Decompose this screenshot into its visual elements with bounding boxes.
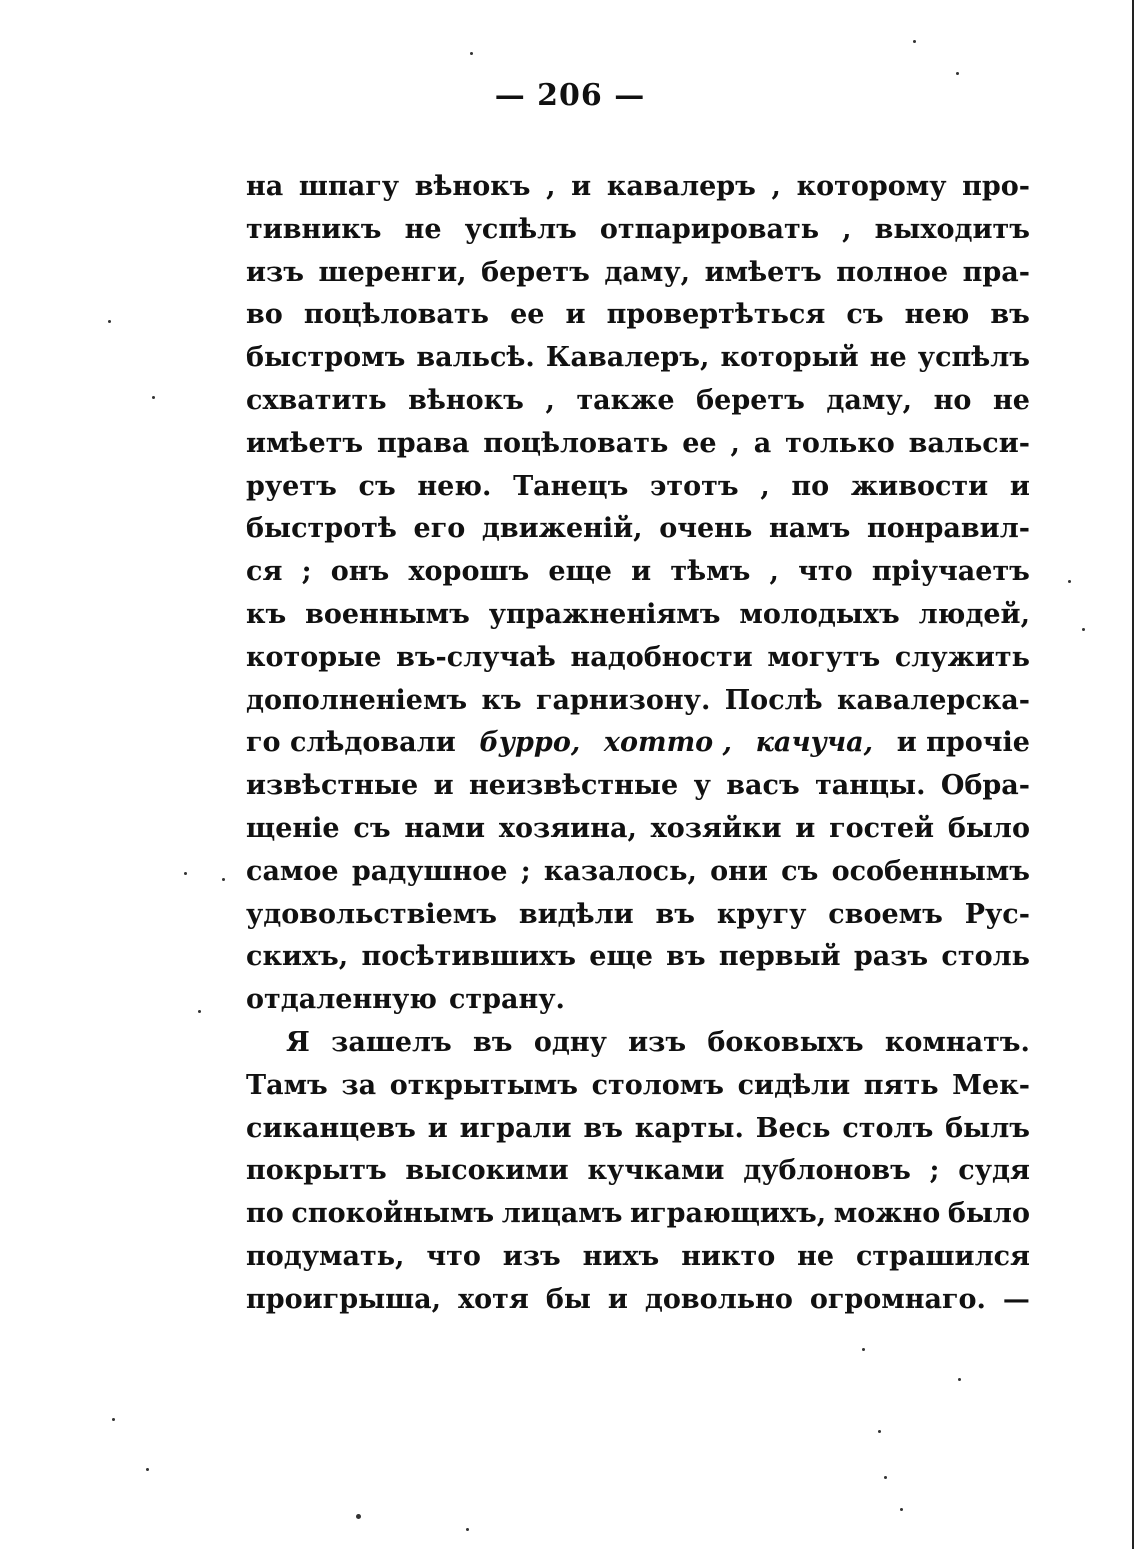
word: изъ — [628, 1026, 687, 1058]
word: вальси- — [908, 427, 1030, 459]
text-line-paragraph-start — [246, 1022, 1030, 1065]
dance-name-burro: бурро, — [479, 727, 581, 759]
word: нею. — [417, 470, 492, 502]
dance-name-hotto: хотто , — [603, 727, 732, 759]
word: тѣмъ — [670, 556, 751, 588]
word: живости — [850, 470, 989, 502]
page-edge-line — [1132, 0, 1134, 1549]
word: играли — [459, 1112, 572, 1144]
text-line — [246, 808, 1030, 851]
word: кругу — [716, 898, 807, 930]
word: что — [426, 1240, 481, 1272]
scan-speck — [466, 1528, 469, 1531]
word: сидѣли — [737, 1069, 851, 1101]
text-line — [246, 1065, 1030, 1108]
scan-speck — [958, 1378, 961, 1381]
word: съ — [846, 299, 884, 331]
word: въ — [666, 941, 706, 973]
word: быстромъ — [246, 342, 406, 374]
word: , — [730, 427, 740, 459]
word: но — [933, 384, 972, 416]
word: танцы. — [815, 770, 926, 802]
word: было — [947, 1198, 1030, 1230]
word: , — [760, 470, 770, 502]
word: бы — [545, 1283, 591, 1315]
word: хозяина, — [498, 812, 637, 844]
text-line — [246, 1108, 1030, 1151]
word: гарнизону. — [535, 684, 711, 716]
word: не — [404, 213, 442, 245]
scan-speck — [900, 1508, 903, 1511]
word: столъ — [842, 1112, 934, 1144]
word: не — [869, 342, 907, 374]
scan-speck — [862, 1348, 865, 1351]
scan-speck — [146, 1468, 149, 1471]
word: беретъ — [481, 256, 590, 288]
word: онъ — [330, 556, 390, 588]
word: съ — [781, 855, 819, 887]
scan-speck — [198, 1010, 201, 1013]
scan-speck — [956, 72, 959, 75]
word: удовольствіемъ — [246, 898, 497, 930]
text-line — [246, 337, 1030, 380]
word: въ-случаѣ — [396, 641, 556, 673]
word: нихъ — [582, 1240, 660, 1272]
word: нею — [904, 299, 970, 331]
word: Я — [286, 1026, 310, 1058]
word: и — [571, 171, 592, 202]
word: полное — [836, 256, 949, 288]
word: , — [546, 171, 556, 202]
word: былъ — [945, 1112, 1030, 1144]
word: дополненіемъ — [246, 684, 468, 716]
word: шпагу — [298, 171, 400, 202]
word: извѣстные — [246, 770, 419, 802]
word: очень — [659, 513, 753, 545]
word: понравил- — [867, 513, 1030, 545]
word: карты. — [634, 1112, 744, 1144]
word: ее — [510, 299, 545, 331]
word: своемъ — [828, 898, 943, 930]
word: по — [791, 470, 830, 502]
text-line-paragraph-end — [246, 979, 1030, 1022]
word: къ — [481, 684, 522, 716]
word: тивникъ — [246, 213, 382, 245]
word: пять — [863, 1069, 939, 1101]
word: спокойнымъ — [291, 1198, 495, 1230]
word: изъ — [502, 1240, 561, 1272]
scan-speck — [222, 878, 225, 881]
word: было — [947, 812, 1030, 844]
word: играющихъ, — [630, 1198, 827, 1230]
scan-speck — [152, 396, 155, 399]
word: Обра- — [940, 770, 1030, 802]
word: которому — [796, 171, 947, 202]
word: права — [376, 427, 470, 459]
word: и — [607, 1283, 628, 1315]
text-line-with-italics — [246, 722, 1030, 765]
word: успѣлъ — [464, 213, 577, 245]
word: страну. — [448, 984, 565, 1016]
word: въ — [655, 898, 696, 930]
word: у — [693, 770, 711, 802]
word: а — [753, 427, 772, 459]
word: скихъ, — [246, 941, 349, 973]
word: въ — [473, 1026, 513, 1058]
word: страшился — [855, 1240, 1030, 1272]
word: самое — [246, 855, 339, 887]
word: въ — [990, 299, 1030, 331]
word: , — [771, 171, 781, 202]
word: поцѣловать — [483, 427, 669, 459]
text-line — [246, 508, 1030, 551]
word: хотя — [458, 1283, 529, 1315]
word: на — [246, 171, 284, 202]
word: , — [769, 556, 779, 588]
word: зашелъ — [331, 1026, 452, 1058]
word: въ — [583, 1112, 623, 1144]
scan-speck — [470, 52, 473, 55]
scan-speck — [184, 872, 187, 875]
word: хозяйки — [650, 812, 782, 844]
word: беретъ — [696, 384, 805, 416]
word: за — [341, 1069, 377, 1101]
word: высокими — [405, 1155, 569, 1187]
word: схватить — [246, 384, 387, 416]
word: и — [631, 556, 652, 588]
body-text — [246, 166, 1030, 1322]
word: отпарировать — [599, 213, 820, 245]
word: кавалеръ — [606, 171, 756, 202]
scan-speck — [878, 1430, 881, 1433]
word: изъ — [246, 256, 304, 288]
dance-name-kachucha: качуча, — [755, 727, 874, 759]
word: и — [433, 770, 454, 802]
word: вальсѣ. — [416, 342, 535, 374]
word: Кавалеръ, — [545, 342, 710, 374]
word: намъ — [768, 513, 851, 545]
word: особеннымъ — [831, 855, 1030, 887]
word: — — [1002, 1283, 1030, 1315]
word: людей, — [918, 598, 1030, 630]
word: казалось, — [543, 855, 697, 887]
word: также — [576, 384, 675, 416]
text-line — [246, 466, 1030, 509]
word: васъ — [726, 770, 800, 802]
word: Тамъ — [246, 1069, 328, 1101]
word: движеній, — [481, 513, 643, 545]
word: , — [545, 384, 555, 416]
word: ; — [520, 855, 531, 887]
word: молодыхъ — [739, 598, 900, 630]
word: про- — [962, 171, 1030, 202]
word: ся — [246, 556, 283, 588]
word: сиканцевъ — [246, 1112, 416, 1144]
word: Весь — [755, 1112, 831, 1144]
word: огромнаго. — [809, 1283, 986, 1315]
text-line — [246, 894, 1030, 937]
word: посѣтившихъ — [361, 941, 577, 973]
word: можно — [833, 1198, 941, 1230]
word: не — [992, 384, 1030, 416]
word: успѣлъ — [917, 342, 1030, 374]
word: даму, — [826, 384, 913, 416]
text-line — [246, 936, 1030, 979]
word: отдаленную — [246, 984, 437, 1016]
word: съ — [358, 470, 396, 502]
text-line — [246, 1150, 1030, 1193]
word: упражненіямъ — [488, 598, 721, 630]
word: и — [427, 1112, 448, 1144]
text-line — [246, 1193, 1030, 1236]
scan-speck — [356, 1514, 361, 1519]
word: хорошъ — [408, 556, 530, 588]
word: щеніе — [246, 812, 340, 844]
word: радушное — [351, 855, 508, 887]
word: Танецъ — [513, 470, 629, 502]
text-line — [246, 252, 1030, 295]
word: лицамъ — [501, 1198, 623, 1230]
word: столь — [941, 941, 1030, 973]
word: боковыхъ — [707, 1026, 864, 1058]
text-line — [246, 209, 1030, 252]
text-line — [246, 551, 1030, 594]
word: которые — [246, 641, 382, 673]
word: что — [798, 556, 853, 588]
word: имѣетъ — [704, 256, 822, 288]
scan-speck — [108, 320, 111, 323]
text-line — [246, 423, 1030, 466]
word: они — [710, 855, 768, 887]
word: не — [797, 1240, 835, 1272]
word: Рус- — [964, 898, 1030, 930]
text-line — [246, 765, 1030, 808]
word: ; — [301, 556, 312, 588]
page-number: — 206 — — [494, 78, 646, 113]
word: надобности — [570, 641, 753, 673]
word: по — [246, 1198, 284, 1230]
word: этотъ — [649, 470, 739, 502]
word: нами — [404, 812, 486, 844]
word: видѣли — [518, 898, 634, 930]
word: еще — [548, 556, 612, 588]
scan-speck — [1068, 580, 1071, 583]
word: пріучаетъ — [871, 556, 1030, 588]
text-line — [246, 1236, 1030, 1279]
word: только — [785, 427, 895, 459]
word: который — [720, 342, 859, 374]
word: дублоновъ — [743, 1155, 911, 1187]
word: подумать, — [246, 1240, 405, 1272]
word: вѣнокъ — [414, 171, 531, 202]
word: никто — [681, 1240, 776, 1272]
word: во — [246, 299, 283, 331]
word: довольно — [644, 1283, 793, 1315]
scan-speck — [112, 1418, 115, 1421]
text-line — [246, 1279, 1030, 1322]
text-segment: го слѣдовали — [246, 727, 456, 759]
word: поцѣловать — [303, 299, 489, 331]
word: комнатъ. — [884, 1026, 1030, 1058]
text-line — [246, 680, 1030, 723]
word: разъ — [853, 941, 929, 973]
word: , — [842, 213, 852, 245]
word: военнымъ — [305, 598, 470, 630]
word: еще — [589, 941, 653, 973]
text-line — [246, 166, 1030, 209]
text-line — [246, 637, 1030, 680]
word: Мек- — [952, 1069, 1030, 1101]
word: Послѣ — [724, 684, 823, 716]
word: открытымъ — [389, 1069, 578, 1101]
scan-speck — [913, 40, 916, 43]
word: руетъ — [246, 470, 337, 502]
word: покрытъ — [246, 1155, 387, 1187]
word: шеренги, — [318, 256, 467, 288]
word: столомъ — [591, 1069, 724, 1101]
word: провертѣться — [606, 299, 826, 331]
word: выходитъ — [874, 213, 1030, 245]
text-line — [246, 294, 1030, 337]
word: и — [565, 299, 586, 331]
word: даму, — [604, 256, 691, 288]
word: вѣнокъ — [408, 384, 524, 416]
text-line — [246, 380, 1030, 423]
text-segment: и прочіе — [896, 727, 1030, 759]
word: могутъ — [767, 641, 881, 673]
scan-speck — [1082, 628, 1085, 631]
word: къ — [246, 598, 287, 630]
word: быстротѣ — [246, 513, 397, 545]
word: съ — [353, 812, 391, 844]
word: неизвѣстные — [469, 770, 679, 802]
word: имѣетъ — [246, 427, 364, 459]
word: первый — [718, 941, 841, 973]
word: проигрыша, — [246, 1283, 442, 1315]
scan-speck — [884, 1476, 887, 1479]
text-line — [246, 594, 1030, 637]
word: пра- — [962, 256, 1030, 288]
word: гостей — [829, 812, 935, 844]
word: судя — [958, 1155, 1030, 1187]
word: и — [1009, 470, 1030, 502]
word: ее — [682, 427, 717, 459]
word: его — [413, 513, 466, 545]
word: одну — [533, 1026, 607, 1058]
word: служить — [894, 641, 1030, 673]
word: кавалерска- — [836, 684, 1030, 716]
word: и — [795, 812, 816, 844]
text-line — [246, 851, 1030, 894]
word: кучками — [587, 1155, 725, 1187]
word: ; — [929, 1155, 940, 1187]
